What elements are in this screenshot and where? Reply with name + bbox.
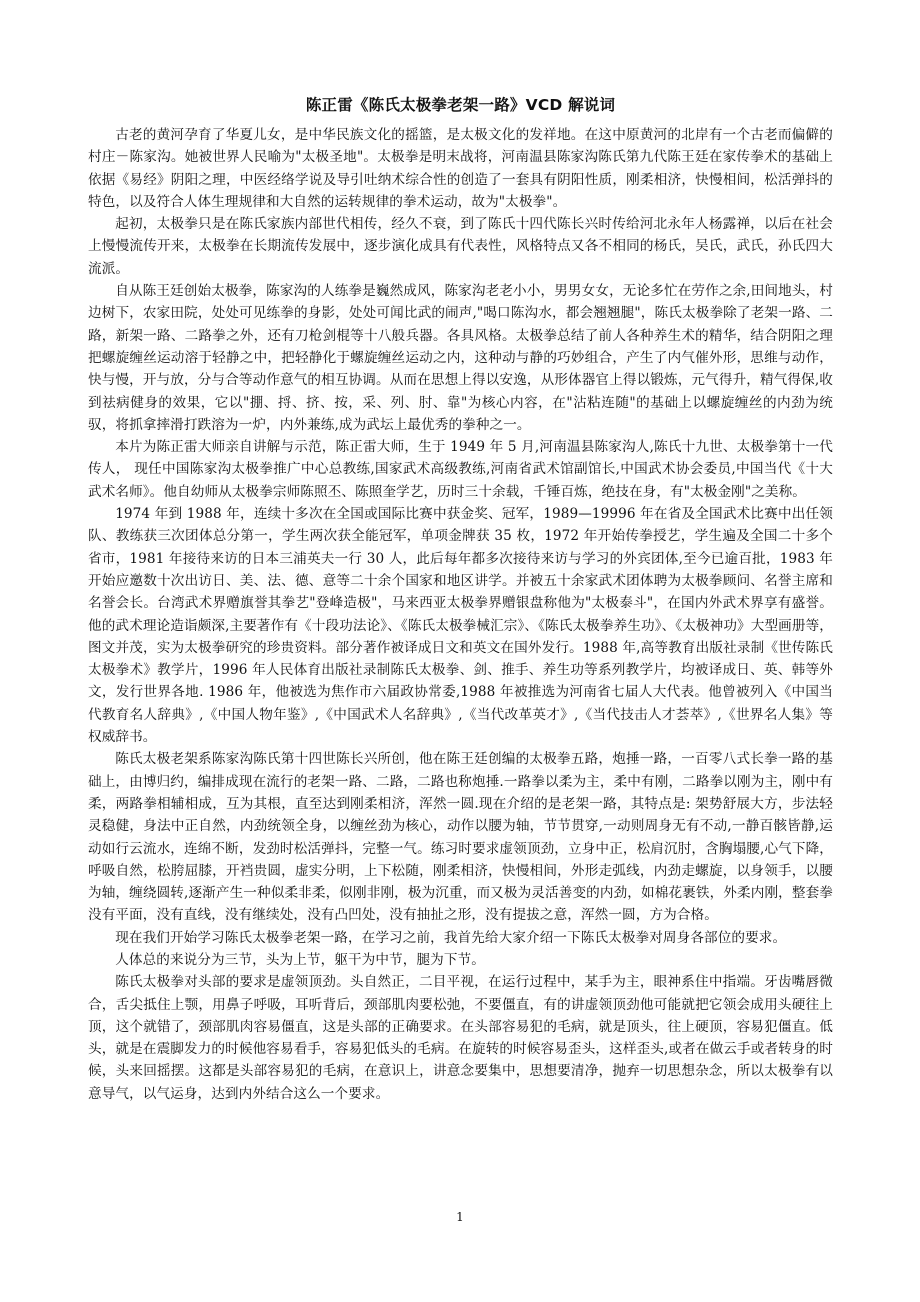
document-title: 陈正雷《陈氏太极拳老架一路》VCD 解说词 [305, 96, 616, 114]
paragraph-master-intro: 本片为陈正雷大师亲自讲解与示范，陈正雷大师，生于 1949 年 5 月,河南温县陈家沟人,陈氏十九世、太极拳第十一代传人， 现任中国陈家沟太极拳推广中心总教练,国家武术高级教练,河南省武术馆副馆长,中国武术协会委员,中国当代《十大武术名师》。他自幼师从太极拳宗师陈照丕、陈照奎学艺，历时三十余载，千锤百炼，绝技在身，有"太极金刚"之美称。 [88, 439, 833, 500]
paragraph-intro: 古老的黄河孕育了华夏儿女，是中华民族文化的摇篮，是太极文化的发祥地。在这中原黄河的北岸有一个古老而偏僻的村庄－陈家沟。她被世界人民喻为"太极圣地"。太极拳是明末战将，河南温县陈家沟陈氏第九代陈王廷在家传拳术的基础上依据《易经》阴阳之理，中医经络学说及导引吐纳术综合性的创造了一套具有阴阳性质，刚柔相济，快慢相间，松活弹抖的特色，以及符合人体生理规律和大自然的运转规律的拳术运动，故为"太极拳"。 [88, 127, 833, 210]
paragraph-three-sections: 人体总的来说分为三节，头为上节，躯干为中节，腿为下节。 [115, 951, 485, 968]
document-page [88, 94, 833, 1105]
page-number: 1 [456, 1210, 464, 1224]
paragraph-head-requirements: 陈氏太极拳对头部的要求是虚领顶劲。头自然正，二目平视，在运行过程中，某手为主，眼神系住中指端。牙齿嘴唇微合，舌尖抵住上颚，用鼻子呼吸，耳听背后，颈部肌肉要松弛，不要僵直，有的讲虚领顶劲他可能就把它领会成用头硬往上顶，这个就错了，颈部肌肉容易僵直，这是头部的正确要求。在头部容易犯的毛病，就是顶头，往上硬顶，容易犯僵直。低头，就是在震脚发力的时候他容易看手，容易犯低头的毛病。在旋转的时候容易歪头，这样歪头,或者在做云手或者转身的时候，头来回摇摆。这都是头部容易犯的毛病，在意识上，讲意念要集中，思想要清净，抛弃一切思想杂念，所以太极拳有以意导气，以气运身，达到内外结合这么一个要求。 [88, 974, 833, 1102]
paragraph-origins: 起初，太极拳只是在陈氏家族内部世代相传，经久不衰，到了陈氏十四代陈长兴时传给河北永年人杨露禅，以后在社会上慢慢流传开来，太极拳在长期流传发展中，逐步演化成具有代表性，风格特点又各不相同的杨氏，吴氏，武氏，孙氏四大流派。 [88, 216, 833, 277]
paragraph-laojia-features: 陈氏太极老架系陈家沟陈氏第十四世陈长兴所创，他在陈王廷创编的太极拳五路，炮捶一路，一百零八式长拳一路的基础上，由博归约，编排成现在流行的老架一路、二路，二路也称炮捶.一路拳以柔为主，柔中有刚，二路拳以刚为主，刚中有柔，两路拳相辅相成，互为其根，直至达到刚柔相济，浑然一圆.现在介绍的是老架一路，其特点是: 架势舒展大方，步法轻灵稳健，身法中正自然，内劲统领全身，以缠丝劲为核心，动作以腰为轴，节节贯穿,一动则周身无有不动,一静百骸皆静,运动如行云流水，连绵不断，发劲时松活弹抖，完整一气。练习时要求虚领顶劲，立身中正，松肩沉肘，含胸塌腰,心气下降，呼吸自然，松胯屈膝，开裆贵圆，虚实分明，上下松随，刚柔相济，快慢相间，外形走弧线，内劲走螺旋，以身领手，以腰为轴，缠绕圆转,逐渐产生一种似柔非柔，似刚非刚，极为沉重，而又极为灵活善变的内劲，如棉花裹铁，外柔内刚，整套拳没有平面，没有直线，没有继续处，没有凸凹处，没有抽扯之形，没有提拔之意，浑然一圆，方为合格。 [88, 751, 833, 924]
paragraph-chenjiagou: 自从陈王廷创始太极拳，陈家沟的人练拳是巍然成风，陈家沟老老小小，男男女女，无论多忙在劳作之余,田间地头，村边树下，农家田院，处处可见练拳的身影，处处可闻比武的闹声,"喝口陈沟水，都会翘翘腿"，陈氏太极拳除了老架一路、二路，新架一路、二路拳之外，还有刀枪剑棍等十八般兵器。各具风格。太极拳总结了前人各种养生术的精华，结合阴阳之理把螺旋缠丝运动溶于轻静之中，把轻静化于螺旋缠丝运动之内，这种动与静的巧妙组合，产生了内气催外形，思维与动作，快与慢，开与放，分与合等动作意气的相互协调。从而在思想上得以安逸，从形体器官上得以锻炼，元气得升，精气得保,收到祛病健身的效果，它以"掤、捋、挤、按，采、列、肘、靠"为核心内容，在"沾粘连随"的基础上以螺旋缠丝的内劲为统驭，将抓拿摔滑打跌溶为一炉，内外兼练,成为武坛上最优秀的拳种之一。 [88, 283, 833, 433]
paragraph-study-start: 现在我们开始学习陈氏太极拳老架一路，在学习之前，我首先给大家介绍一下陈氏太极拳对周身各部位的要求。 [115, 929, 787, 946]
paragraph-achievements: 1974 年到 1988 年，连续十多次在全国或国际比赛中获金奖、冠军，1989—19996 年在省及全国武术比赛中出任领队、教练获三次团体总分第一，学生两次获全能冠军，单项金牌获 35 枚，1972 年开始传拳授艺，学生遍及全国二十多个省市，1981 年接待来访的日本三浦英夫一行 30 人，此后每年都多次接待来访与学习的外宾团体,至今已逾百批，1983 年开始应邀数十次出访日、美、法、德、意等二十余个国家和地区讲学。并被五十余家武术团体聘为太极拳顾问、名誉主席和名誉会长。台湾武术界赠旗誉其拳艺"登峰造极"，马来西亚太极拳界赠银盘称他为"太极泰斗"，在国内外武术界享有盛誉。他的武术理论造诣颇深,主要著作有《十段功法论》、《陈氏太极拳械汇宗》、《陈氏太极拳养生功》、《太极神功》大型画册等，图文并茂，实为太极拳研究的珍贵资料。部分著作被译成日文和英文在国外发行。1988 年,高等教育出版社录制《世传陈氏太极拳术》教学片，1996 年人民体育出版社录制陈氏太极拳、剑、推手、养生功等系列教学片，均被译成日、英、韩等外文，发行世界各地. 1986 年，他被选为焦作市六届政协常委,1988 年被推选为河南省七届人大代表。他曾被列入《中国当代教育名人辞典》,《中国人物年鉴》,《中国武术人名辞典》,《当代改革英才》,《当代技击人才荟萃》,《世界名人集》等权威辞书。 [88, 506, 833, 746]
